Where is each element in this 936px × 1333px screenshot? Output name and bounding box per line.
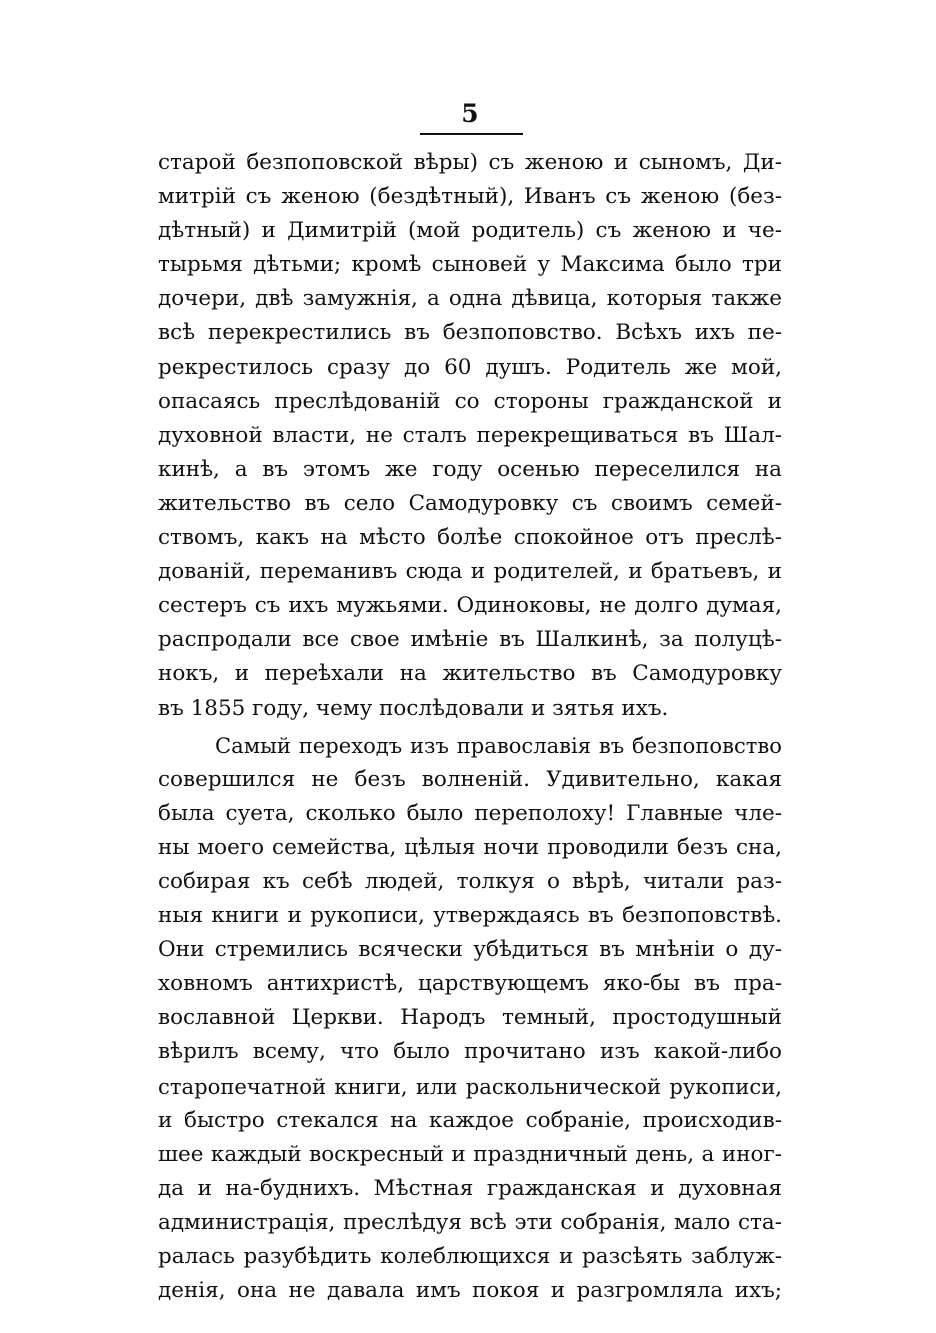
- text-line: ны моего семейства, цѣлыя ночи проводили безъ сна,: [158, 834, 782, 860]
- text-line: распродали все свое имѣніе въ Шалкинѣ, за полуцѣ-: [158, 627, 782, 653]
- text-line: ховномъ антихристѣ, царствующемъ яко-бы въ пра-: [158, 971, 782, 997]
- text-line: совершился не безъ волненій. Удивительно, какая: [158, 766, 782, 792]
- text-line: администрація, преслѣдуя всѣ эти собранія, мало ста-: [158, 1209, 782, 1235]
- text-line: рекрестилось сразу до 60 душъ. Родитель же мой,: [158, 354, 782, 380]
- text-line: нокъ, и переѣхали на жительство въ Самодуровку: [158, 661, 782, 687]
- text-line: дочери, двѣ замужнія, а одна дѣвица, которыя также: [158, 286, 782, 312]
- text-line: духовной власти, не сталъ перекрещиваться въ Шал-: [158, 422, 782, 448]
- text-line: ствомъ, какъ на мѣсто болѣе спокойное отъ преслѣ-: [158, 525, 782, 551]
- text-line: дованій, переманивъ сюда и родителей, и братьевъ, и: [158, 559, 782, 585]
- paragraph-first-line: Самый переходъ изъ православія въ безпоповство: [215, 732, 782, 758]
- text-line: митрій съ женою (бездѣтный), Иванъ съ женою (без-: [158, 184, 782, 210]
- text-line: старопечатной книги, или раскольнической рукописи,: [158, 1073, 782, 1099]
- text-line: тырьмя дѣтьми; кромѣ сыновей у Максима было три: [158, 252, 782, 278]
- text-line: всѣ перекрестились въ безпоповство. Всѣхъ ихъ пе-: [158, 320, 782, 346]
- text-line: была суета, сколько было переполоху! Главные чле-: [158, 800, 782, 826]
- text-line: старой безпоповской вѣры) съ женою и сыномъ, Ди-: [158, 150, 782, 175]
- text-line: и быстро стекался на каждое собраніе, происходив-: [158, 1107, 782, 1133]
- text-line: ныя книги и рукописи, утверждаясь въ безпоповствѣ.: [158, 903, 782, 929]
- text-line: денія, она не давала имъ покоя и разгромляла ихъ;: [158, 1278, 782, 1304]
- text-line: дѣтный) и Димитрій (мой родитель) съ женою и че-: [158, 218, 782, 244]
- text-line: вославной Церкви. Народъ темный, простодушный: [158, 1005, 782, 1031]
- text-line: Они стремились всячески убѣдиться въ мнѣніи о ду-: [158, 937, 782, 963]
- text-line: вѣрилъ всему, что было прочитано изъ какой-либо: [158, 1039, 782, 1065]
- body-text: [158, 146, 782, 1308]
- text-line: собирая къ себѣ людей, толкуя о вѣрѣ, читали раз-: [158, 868, 782, 894]
- text-line: жительство въ село Самодуровку съ своимъ семей-: [158, 490, 782, 516]
- paragraph-end-line: въ 1855 году, чему послѣдовали и зятья ихъ.: [158, 695, 669, 721]
- text-line: шее каждый воскресный и праздничный день, а иног-: [158, 1141, 782, 1167]
- page-number-rule: [420, 133, 523, 135]
- text-line: сестеръ съ ихъ мужьями. Одиноковы, не долго думая,: [158, 593, 782, 619]
- text-line: да и на-буднихъ. Мѣстная гражданская и духовная: [158, 1175, 782, 1201]
- text-line: опасаясь преслѣдованій со стороны гражданской и: [158, 388, 782, 414]
- text-line: ралась разубѣдить колеблющихся и разсѣять заблуж-: [158, 1244, 782, 1269]
- page-number: 5: [461, 99, 479, 128]
- text-line: кинѣ, а въ этомъ же году осенью переселился на: [158, 456, 782, 482]
